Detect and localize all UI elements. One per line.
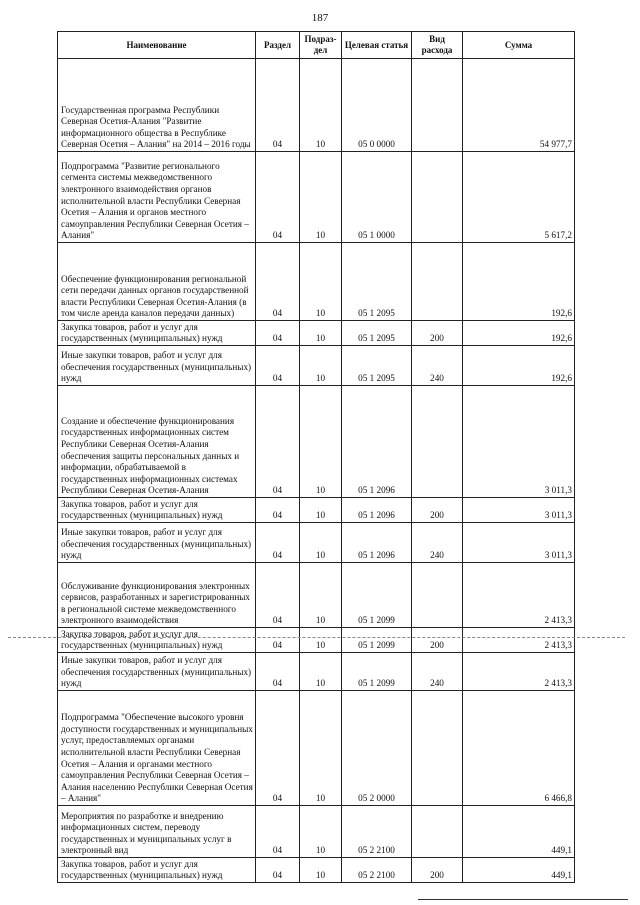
row-section: 04 [256, 523, 300, 563]
row-section: 04 [256, 346, 300, 386]
row-expense [412, 691, 463, 806]
header-name: Наименование [58, 32, 256, 59]
row-sum: 3 011,3 [463, 523, 575, 563]
row-target: 05 1 2096 [342, 523, 412, 563]
row-sum: 2 413,3 [463, 563, 575, 628]
row-sum: 54 977,7 [463, 59, 575, 152]
row-subsection: 10 [300, 858, 342, 883]
row-name: Закупка товаров, работ и услуг для государственных (муниципальных) нужд [58, 321, 256, 346]
row-target: 05 1 2099 [342, 628, 412, 653]
row-section: 04 [256, 243, 300, 321]
row-subsection: 10 [300, 59, 342, 152]
row-expense: 200 [412, 498, 463, 523]
row-target: 05 2 2100 [342, 858, 412, 883]
row-target: 05 1 0000 [342, 152, 412, 243]
row-section: 04 [256, 806, 300, 858]
row-name: Закупка товаров, работ и услуг для государственных (муниципальных) нужд [58, 858, 256, 883]
table-row [58, 152, 575, 243]
row-target: 05 0 0000 [342, 59, 412, 152]
row-name: Обслуживание функционирования электронных сервисов, разработанных и зарегистрированных в региональной системе межведомственного электронного взаимодействия [58, 563, 256, 628]
footer-line [418, 899, 628, 900]
row-name: Иные закупки товаров, работ и услуг для обеспечения государственных (муниципальных) нужд [58, 653, 256, 691]
row-expense: 240 [412, 523, 463, 563]
row-sum: 3 011,3 [463, 498, 575, 523]
row-target: 05 1 2096 [342, 498, 412, 523]
row-name: Обеспечение функционирования региональной сети передачи данных органов государственной власти Республики Северная Осетия-Алания (в том числе аренда каналов передачи данных) [58, 243, 256, 321]
row-subsection: 10 [300, 628, 342, 653]
row-expense [412, 59, 463, 152]
row-name: Государственная программа Республики Северная Осетия-Алания "Развитие информационного общества в Республике Северная Осетия – Алания" на 2014 – 2016 годы [58, 59, 256, 152]
row-section: 04 [256, 691, 300, 806]
row-section: 04 [256, 321, 300, 346]
row-target: 05 1 2095 [342, 243, 412, 321]
row-target: 05 2 2100 [342, 806, 412, 858]
header-sum: Сумма [463, 32, 575, 59]
row-sum: 449,1 [463, 858, 575, 883]
table-header-row [58, 32, 575, 59]
row-target: 05 1 2099 [342, 563, 412, 628]
row-target: 05 1 2095 [342, 346, 412, 386]
table-row [58, 523, 575, 563]
row-expense: 200 [412, 858, 463, 883]
header-subsection: Подраз-дел [300, 32, 342, 59]
row-sum: 192,6 [463, 243, 575, 321]
table-row [58, 806, 575, 858]
row-target: 05 2 0000 [342, 691, 412, 806]
row-name: Создание и обеспечение функционирования государственных информационных систем Республики Северная Осетия-Алания обеспечения защиты персональных данных и информации, обрабатываемой в государственных информационных системах Республики Северная Осетия-Алания [58, 386, 256, 498]
row-sum: 3 011,3 [463, 386, 575, 498]
row-expense: 240 [412, 653, 463, 691]
table-row [58, 628, 575, 653]
row-subsection: 10 [300, 498, 342, 523]
row-target: 05 1 2095 [342, 321, 412, 346]
table-row [58, 858, 575, 883]
header-expense: Вид расхода [412, 32, 463, 59]
row-section: 04 [256, 386, 300, 498]
row-subsection: 10 [300, 152, 342, 243]
row-name: Закупка товаров, работ и услуг для государственных (муниципальных) нужд [58, 628, 256, 653]
row-expense: 200 [412, 321, 463, 346]
row-expense [412, 563, 463, 628]
row-expense: 240 [412, 346, 463, 386]
row-sum: 449,1 [463, 806, 575, 858]
row-section: 04 [256, 563, 300, 628]
row-name: Иные закупки товаров, работ и услуг для обеспечения государственных (муниципальных) нужд [58, 523, 256, 563]
header-target: Целевая статья [342, 32, 412, 59]
row-sum: 6 466,8 [463, 691, 575, 806]
row-section: 04 [256, 498, 300, 523]
table-row [58, 386, 575, 498]
budget-table-container [57, 31, 574, 883]
row-subsection: 10 [300, 321, 342, 346]
table-row [58, 59, 575, 152]
scan-separator-line [8, 637, 625, 638]
table-row [58, 653, 575, 691]
row-target: 05 1 2099 [342, 653, 412, 691]
row-subsection: 10 [300, 563, 342, 628]
header-section: Раздел [256, 32, 300, 59]
row-name: Подпрограмма "Обеспечение высокого уровня доступности государственных и муниципальных услуг, предоставляемых органами исполнительной власти Республики Северная Осетия – Алания и органами местного самоуправления Республики Северная Осетия – Алания населению Республики Северная Осетия – Алания" [58, 691, 256, 806]
page-number: 187 [311, 12, 329, 24]
row-expense [412, 806, 463, 858]
row-name: Закупка товаров, работ и услуг для государственных (муниципальных) нужд [58, 498, 256, 523]
row-sum: 5 617,2 [463, 152, 575, 243]
table-row [58, 498, 575, 523]
row-section: 04 [256, 628, 300, 653]
row-name: Подпрограмма "Развитие регионального сегмента системы межведомственного электронного взаимодействия органов исполнительной власти Республики Северная Осетия – Алания и органов местного самоуправления Республики Северная Осетия – Алания" [58, 152, 256, 243]
row-target: 05 1 2096 [342, 386, 412, 498]
row-subsection: 10 [300, 653, 342, 691]
table-row [58, 691, 575, 806]
row-section: 04 [256, 858, 300, 883]
row-expense: 200 [412, 628, 463, 653]
row-subsection: 10 [300, 346, 342, 386]
row-subsection: 10 [300, 386, 342, 498]
row-sum: 192,6 [463, 346, 575, 386]
table-row [58, 321, 575, 346]
row-subsection: 10 [300, 523, 342, 563]
row-sum: 2 413,3 [463, 653, 575, 691]
row-sum: 2 413,3 [463, 628, 575, 653]
row-name: Мероприятия по разработке и внедрению информационных систем, переводу государственных и муниципальных услуг в электронный вид [58, 806, 256, 858]
table-row [58, 563, 575, 628]
row-expense [412, 386, 463, 498]
row-section: 04 [256, 152, 300, 243]
table-row [58, 243, 575, 321]
table-row [58, 346, 575, 386]
row-section: 04 [256, 653, 300, 691]
row-subsection: 10 [300, 243, 342, 321]
row-section: 04 [256, 59, 300, 152]
row-expense [412, 152, 463, 243]
budget-table [57, 31, 575, 883]
row-expense [412, 243, 463, 321]
row-sum: 192,6 [463, 321, 575, 346]
row-subsection: 10 [300, 806, 342, 858]
row-name: Иные закупки товаров, работ и услуг для обеспечения государственных (муниципальных) нужд [58, 346, 256, 386]
row-subsection: 10 [300, 691, 342, 806]
